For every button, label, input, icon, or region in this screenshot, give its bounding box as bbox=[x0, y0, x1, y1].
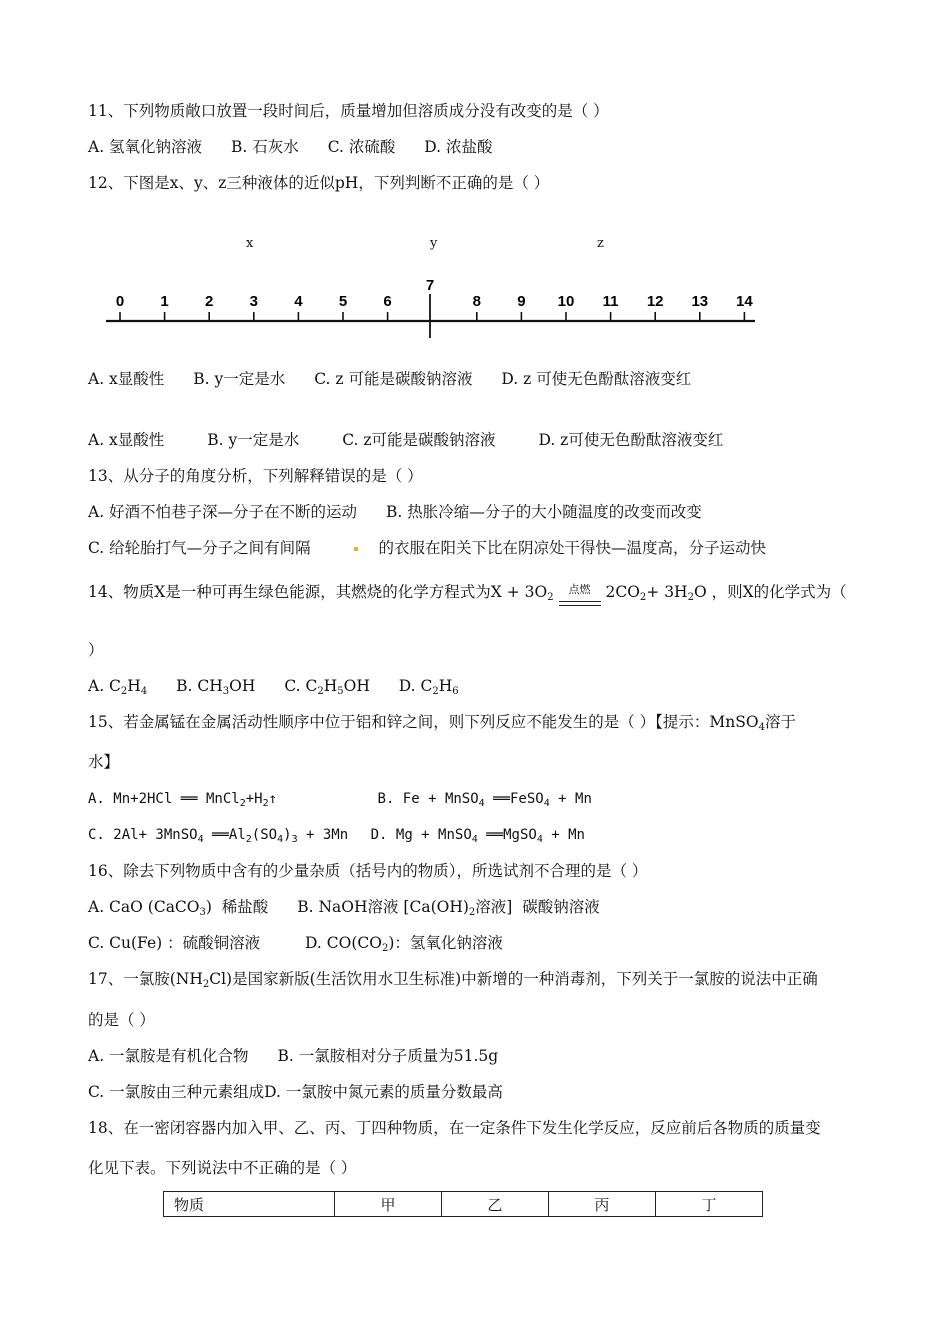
ph-tick-label: 0 bbox=[115, 293, 125, 310]
q14-stem: 14、物质X是一种可再生绿色能源，其燃烧的化学方程式为$X + 3O_2$ 点燃 $2CO_2+ 3H_2O$ ，则X的化学式为（ bbox=[88, 580, 847, 602]
q17-options-cd bbox=[88, 1082, 503, 1102]
q11-option-c: C. 浓硫酸 bbox=[327, 138, 396, 156]
q14-options bbox=[88, 676, 459, 696]
ph-tick-label: 12 bbox=[646, 293, 664, 310]
q16-option-b: B. NaOH溶液 [$Ca(OH)_2$溶液] 碳酸钠溶液 bbox=[297, 898, 600, 918]
table-header-cell: 丁 bbox=[656, 1192, 763, 1217]
ph-label-x: x bbox=[246, 236, 254, 251]
q15-option-a: A. Mn+2HCl ══ $MnCl_2+H_2↑$ bbox=[88, 791, 278, 809]
q15-options-ab bbox=[88, 789, 592, 809]
q16-options-cd bbox=[88, 933, 503, 953]
q17-option-c: C. 一氯胺由三种元素组成 bbox=[88, 1083, 265, 1101]
ph-label-z: z bbox=[597, 236, 604, 251]
ph-tick-label: 14 bbox=[736, 293, 753, 310]
q15-stem-end: 溶于 bbox=[764, 713, 796, 731]
q16-options-ab bbox=[88, 897, 600, 917]
q14-product-h2o: + 3H bbox=[646, 583, 688, 601]
ph-tick-label: 8 bbox=[472, 293, 481, 310]
q12-stem: 12、下图是x、y、z三种液体的近似pH，下列判断不正确的是（ ） bbox=[88, 174, 550, 192]
q12-r2-option-d: D. z可使无色酚酞溶液变红 bbox=[538, 431, 724, 449]
q15-option-c: C. 2Al+ 3MnSO$_4$ $══Al_2(SO_4)_3 + 3Mn$ bbox=[88, 827, 349, 845]
q15-stem: 15、若金属锰在金属活动性顺序中位于铝和锌之间，则下列反应不能发生的是（ ）【提示：MnSO$_4$溶于 bbox=[88, 713, 796, 733]
q14-option-c: C. $C_2H_5OH$ bbox=[284, 677, 370, 697]
q11-option-d: D. 浓盐酸 bbox=[424, 138, 493, 156]
q12-r1-option-a: A. x显酸性 bbox=[88, 370, 165, 388]
ph-tick-label: 11 bbox=[602, 293, 619, 310]
q12-r1-option-b: B. y一定是水 bbox=[193, 370, 286, 388]
q14-option-a: A. $C_2H_4$ bbox=[88, 677, 148, 697]
q16-option-c: C. Cu(Fe) ：硫酸铜溶液 bbox=[88, 934, 261, 952]
q18-stem-line2: 化见下表。下列说法中不正确的是（ ） bbox=[88, 1159, 357, 1177]
q14-stem-pre: 14、物质X是一种可再生绿色能源，其燃烧的化学方程式为X + 3O bbox=[88, 583, 548, 601]
q12-options-row2 bbox=[88, 430, 723, 450]
mass-change-table bbox=[163, 1191, 763, 1217]
q16-stem: 16、除去下列物质中含有的少量杂质（括号内的物质），所选试剂不合理的是（ ） bbox=[88, 862, 648, 880]
table-header-row bbox=[164, 1192, 763, 1217]
q11-options bbox=[88, 137, 493, 157]
q13-option-c: C. 给轮胎打气—分子之间有间隔 bbox=[88, 539, 311, 557]
table-header-cell: 丙 bbox=[549, 1192, 656, 1217]
ph-tick-label: 13 bbox=[691, 293, 709, 310]
q15-option-b: B. Fe + MnSO$_4$ ══FeSO$_4$ + Mn bbox=[377, 791, 592, 809]
q17-stem-line2: 的是（ ） bbox=[88, 1011, 155, 1029]
table-header-cell: 物质 bbox=[164, 1192, 335, 1217]
q11-option-b: B. 石灰水 bbox=[231, 138, 299, 156]
q16-option-a: A. CaO (CaCO$_3$) 稀盐酸 bbox=[88, 898, 269, 918]
q12-r2-option-c: C. z可能是碳酸钠溶液 bbox=[342, 431, 496, 449]
q17-stem: 17、一氯胺$(NH_2Cl)$是国家新版(生活饮用水卫生标准)中新增的一种消毒剂，下列关于一氯胺的说法中正确 bbox=[88, 970, 818, 990]
ph-tick-label: 6 bbox=[383, 293, 392, 310]
ph-scale bbox=[100, 228, 760, 338]
q14-option-d: D. $C_2H_6$ bbox=[398, 677, 459, 697]
ph-tick-label: 3 bbox=[249, 293, 258, 310]
q14-close-paren: ） bbox=[88, 641, 104, 659]
combustion-condition: 点燃 bbox=[559, 580, 601, 600]
q15-stem-text: 15、若金属锰在金属活动性顺序中位于铝和锌之间，则下列反应不能发生的是（ ）【提示：MnSO bbox=[88, 713, 759, 731]
q13-options-cd bbox=[88, 538, 766, 558]
q17-option-b: B. 一氯胺相对分子质量为51.5g bbox=[277, 1047, 499, 1065]
table-header-cell: 乙 bbox=[442, 1192, 549, 1217]
q13-options-ab bbox=[88, 502, 702, 522]
q16-option-d: D. $CO(CO_2)$：氢氧化钠溶液 bbox=[305, 934, 503, 954]
q13-option-a: A. 好酒不怕巷子深—分子在不断的运动 bbox=[88, 503, 358, 521]
q15-option-d: D. Mg + MnSO$_4$ ══MgSO$_4$ + Mn bbox=[370, 827, 585, 845]
q12-r2-option-b: B. y一定是水 bbox=[207, 431, 300, 449]
q12-r1-option-d: D. z 可使无色酚酞溶液变红 bbox=[501, 370, 692, 388]
q13-option-b: B. 热胀冷缩—分子的大小随温度的改变而改变 bbox=[386, 503, 702, 521]
q17-option-a: A. 一氯胺是有机化合物 bbox=[88, 1047, 249, 1065]
q12-r1-option-c: C. z 可能是碳酸钠溶液 bbox=[314, 370, 473, 388]
q11-stem: 11、下列物质敞口放置一段时间后，质量增加但溶质成分没有改变的是（ ） bbox=[88, 102, 609, 120]
table-header-cell: 甲 bbox=[335, 1192, 442, 1217]
q12-r2-option-a: A. x显酸性 bbox=[88, 431, 165, 449]
q17-stem-rest: Cl)是国家新版(生活饮用水卫生标准)中新增的一种消毒剂，下列关于一氯胺的说法中正确 bbox=[209, 970, 818, 988]
ph-tick-label: 10 bbox=[557, 293, 575, 310]
ph-tick-label: 7 bbox=[425, 277, 435, 294]
q13-stem: 13、从分子的角度分析，下列解释错误的是（ ） bbox=[88, 467, 423, 485]
q13-option-d: 的衣服在阳关下比在阴凉处干得快—温度高，分子运动快 bbox=[378, 539, 767, 557]
q14-stem-post: O ，则X的化学式为（ bbox=[693, 583, 847, 601]
q11-option-a: A. 氢氧化钠溶液 bbox=[88, 138, 203, 156]
ph-label-y: y bbox=[430, 236, 438, 251]
ph-tick-label: 4 bbox=[294, 293, 303, 310]
ph-tick-label: 9 bbox=[517, 293, 526, 310]
q14-product-co2: 2CO bbox=[605, 583, 640, 601]
ph-tick-label: 5 bbox=[338, 293, 348, 310]
q15-options-cd bbox=[88, 825, 585, 845]
stray-mark-icon bbox=[354, 547, 358, 551]
ph-tick-label: 1 bbox=[160, 293, 169, 310]
q15-stem-line2: 水】 bbox=[88, 753, 120, 771]
q14-option-b: B. $CH_3OH$ bbox=[176, 677, 256, 697]
q17-options-ab bbox=[88, 1046, 498, 1066]
q17-stem-pre: 17、一氯胺(NH bbox=[88, 970, 203, 988]
ph-tick-label: 2 bbox=[205, 293, 214, 310]
q18-stem: 18、在一密闭容器内加入甲、乙、丙、丁四种物质，在一定条件下发生化学反应，反应前后各物质的质量变 bbox=[88, 1119, 821, 1137]
q17-option-d: D. 一氯胺中氮元素的质量分数最高 bbox=[264, 1083, 503, 1101]
q12-options-row1 bbox=[88, 369, 691, 389]
